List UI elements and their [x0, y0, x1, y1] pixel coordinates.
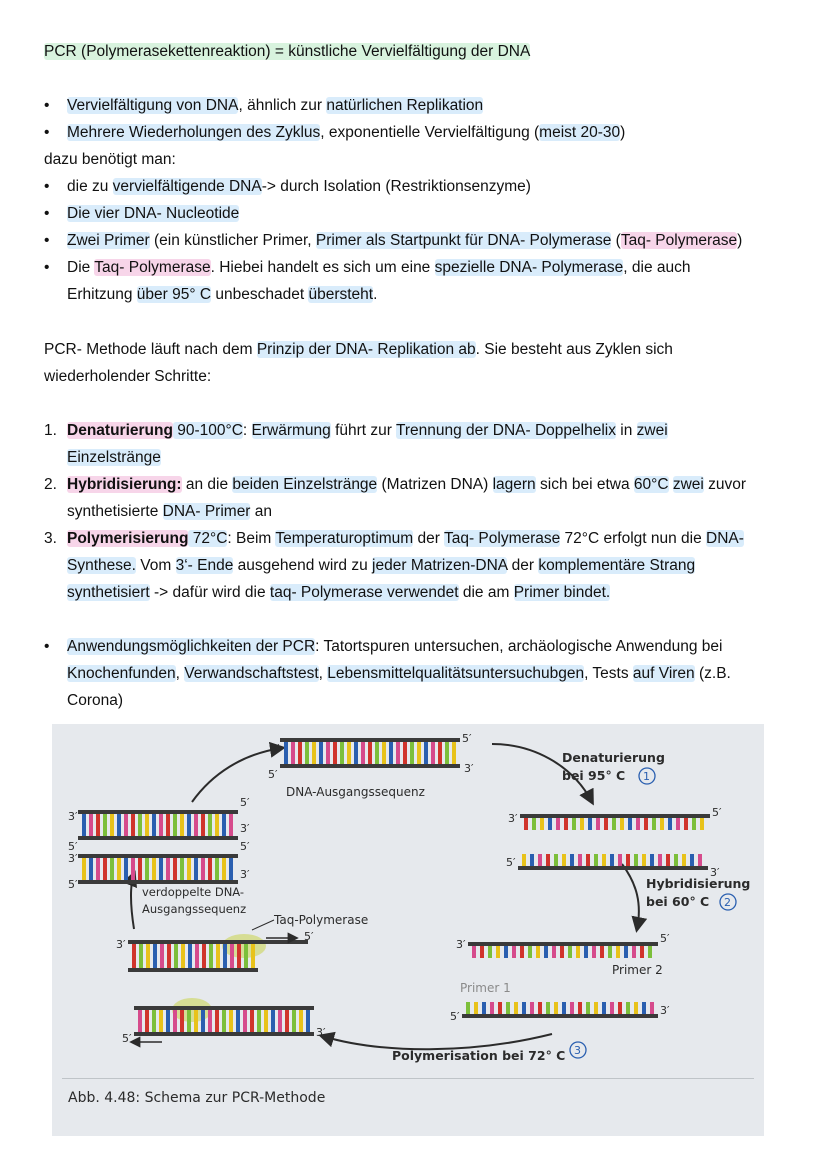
base-pair — [522, 1002, 526, 1014]
step-continuation: synthetisiert -> dafür wird die taq- Polymerase verwendet die am Primer bindet. — [67, 584, 611, 601]
label-denaturierung: Denaturierung — [562, 750, 665, 765]
label-verdoppelte: verdoppelte DNA- — [142, 885, 245, 899]
base-pair — [496, 946, 500, 958]
base-pair — [250, 1010, 254, 1032]
base-pair — [498, 1002, 502, 1014]
pcr-diagram — [52, 724, 764, 1136]
base-pair — [576, 946, 580, 958]
base-pair — [452, 742, 456, 764]
base-pair — [382, 742, 386, 764]
list-item: Anwendungsmöglichkeiten der PCR: Tatortspuren untersuchen, archäologische Anwendung bei — [67, 638, 723, 655]
base-pair — [602, 854, 606, 866]
dna-primed-strands — [462, 942, 658, 1018]
base-pair — [124, 814, 128, 836]
svg-text:Ausgangssequenz: Ausgangssequenz — [142, 902, 247, 916]
base-pair — [326, 742, 330, 764]
base-pair — [181, 944, 185, 968]
base-pair — [474, 1002, 478, 1014]
base-pair — [556, 818, 560, 830]
dna-polymerisation — [128, 940, 314, 1036]
base-pair — [538, 1002, 542, 1014]
base-pair — [229, 1010, 233, 1032]
base-pair — [306, 1010, 310, 1032]
svg-text:3′: 3′ — [508, 812, 518, 825]
base-pair — [578, 854, 582, 866]
caption-divider — [62, 1078, 754, 1079]
label-primer-1: Primer 1 — [460, 981, 511, 995]
base-pair — [152, 1010, 156, 1032]
base-pair — [194, 858, 198, 880]
base-pair — [159, 1010, 163, 1032]
base-pair — [445, 742, 449, 764]
svg-text:5′: 5′ — [268, 768, 278, 781]
base-pair — [610, 854, 614, 866]
base-pair — [264, 1010, 268, 1032]
base-pair — [424, 742, 428, 764]
label-hybridisierung: Hybridisierung — [646, 876, 751, 891]
svg-text:3′: 3′ — [116, 938, 126, 951]
base-pair — [368, 742, 372, 764]
base-pair — [530, 854, 534, 866]
base-pair — [173, 858, 177, 880]
base-pair — [201, 858, 205, 880]
base-pair — [592, 946, 596, 958]
base-pair — [480, 946, 484, 958]
base-pair — [180, 814, 184, 836]
dna-single-strands — [518, 814, 710, 870]
base-pair — [251, 944, 255, 968]
list-item: Vervielfältigung von DNA, ähnlich zur natürlichen Replikation — [67, 97, 484, 114]
list-item-continuation: Erhitzung über 95° C unbeschadet übersteht. — [67, 286, 378, 303]
page-title: PCR (Polymerasekettenreaktion) = künstliche Vervielfältigung der DNA — [44, 43, 531, 60]
base-pair — [229, 858, 233, 880]
svg-text:3′: 3′ — [240, 868, 250, 881]
base-pair — [512, 946, 516, 958]
base-pair — [139, 944, 143, 968]
step-number: 3. — [44, 530, 57, 547]
base-pair — [552, 946, 556, 958]
svg-text:1: 1 — [643, 770, 650, 783]
dna-top — [280, 738, 460, 768]
base-pair — [166, 814, 170, 836]
base-pair — [110, 858, 114, 880]
base-pair — [298, 742, 302, 764]
svg-text:5′: 5′ — [240, 840, 250, 853]
bullet-marker: • — [44, 259, 50, 276]
base-pair — [586, 854, 590, 866]
base-pair — [568, 946, 572, 958]
base-pair — [244, 944, 248, 968]
base-pair — [201, 1010, 205, 1032]
base-pair — [145, 858, 149, 880]
base-pair — [650, 854, 654, 866]
base-pair — [594, 1002, 598, 1014]
svg-text:3′: 3′ — [68, 852, 78, 865]
base-pair — [666, 854, 670, 866]
base-pair — [208, 814, 212, 836]
label-ausgangssequenz: DNA-Ausgangssequenz — [286, 785, 425, 799]
svg-text:3′: 3′ — [710, 866, 720, 879]
base-pair — [514, 1002, 518, 1014]
base-pair — [632, 946, 636, 958]
base-pair — [110, 814, 114, 836]
label-primer-2: Primer 2 — [612, 963, 663, 977]
base-pair — [546, 1002, 550, 1014]
figure-caption: Abb. 4.48: Schema zur PCR-Methode — [68, 1090, 326, 1106]
base-pair — [640, 946, 644, 958]
base-pair — [138, 858, 142, 880]
base-pair — [562, 854, 566, 866]
base-pair — [145, 814, 149, 836]
base-pair — [650, 1002, 654, 1014]
base-pair — [578, 1002, 582, 1014]
base-pair — [194, 814, 198, 836]
list-item: Mehrere Wiederholungen des Zyklus, exponentielle Vervielfältigung (meist 20-30) — [67, 124, 626, 141]
base-pair — [570, 854, 574, 866]
base-pair — [347, 742, 351, 764]
base-pair — [540, 818, 544, 830]
base-pair — [652, 818, 656, 830]
svg-text:3′: 3′ — [660, 1004, 670, 1017]
base-pair — [676, 818, 680, 830]
base-pair — [103, 814, 107, 836]
base-pair — [96, 814, 100, 836]
base-pair — [522, 854, 526, 866]
list-item: Zwei Primer (ein künstlicher Primer, Primer als Startpunkt für DNA- Polymerase (Taq- Polymerase) — [67, 232, 743, 249]
base-pair — [417, 742, 421, 764]
base-pair — [600, 946, 604, 958]
bullet-marker: • — [44, 232, 50, 249]
svg-text:5′: 5′ — [68, 840, 78, 853]
base-pair — [229, 814, 233, 836]
base-pair — [594, 854, 598, 866]
base-pair — [528, 946, 532, 958]
paragraph: dazu benötigt man: — [44, 151, 176, 168]
base-pair — [532, 818, 536, 830]
base-pair — [506, 1002, 510, 1014]
base-pair — [530, 1002, 534, 1014]
base-pair — [546, 854, 550, 866]
base-pair — [82, 858, 86, 880]
svg-text:5′: 5′ — [506, 856, 516, 869]
base-pair — [488, 946, 492, 958]
svg-text:3′: 3′ — [456, 938, 466, 951]
base-pair — [692, 818, 696, 830]
list-item-continuation: Knochenfunden, Verwandschaftstest, Lebensmittelqualitätsuntersuchubgen, Tests auf Viren (z.B. — [67, 665, 731, 682]
base-pair — [96, 858, 100, 880]
base-pair — [560, 946, 564, 958]
base-pair — [658, 854, 662, 866]
base-pair — [180, 1010, 184, 1032]
base-pair — [167, 944, 171, 968]
base-pair — [208, 1010, 212, 1032]
base-pair — [544, 946, 548, 958]
base-pair — [674, 854, 678, 866]
base-pair — [626, 1002, 630, 1014]
base-pair — [524, 818, 528, 830]
svg-text:2: 2 — [724, 896, 731, 909]
base-pair — [153, 944, 157, 968]
base-pair — [490, 1002, 494, 1014]
base-pair — [333, 742, 337, 764]
base-pair — [117, 858, 121, 880]
base-pair — [202, 944, 206, 968]
base-pair — [257, 1010, 261, 1032]
base-pair — [187, 1010, 191, 1032]
base-pair — [173, 814, 177, 836]
base-pair — [132, 944, 136, 968]
base-pair — [285, 1010, 289, 1032]
base-pair — [131, 858, 135, 880]
label-taq-polymerase: Taq-Polymerase — [274, 913, 369, 927]
label-polymerisation: Polymerisation bei 72° C — [392, 1048, 566, 1063]
base-pair — [562, 1002, 566, 1014]
base-pair — [548, 818, 552, 830]
step-denaturierung: Denaturierung 90-100°C: Erwärmung führt zur Trennung der DNA- Doppelhelix in zwei — [67, 422, 668, 439]
base-pair — [624, 946, 628, 958]
base-pair — [166, 858, 170, 880]
base-pair — [642, 854, 646, 866]
step-continuation: Synthese. Vom 3‘- Ende ausgehend wird zu jeder Matrizen-DNA der komplementäre Strang — [67, 557, 696, 574]
base-pair — [668, 818, 672, 830]
base-pair — [644, 818, 648, 830]
base-pair — [180, 858, 184, 880]
svg-text:3: 3 — [574, 1044, 581, 1057]
base-pair — [159, 814, 163, 836]
base-pair — [208, 858, 212, 880]
base-pair — [278, 1010, 282, 1032]
base-pair — [209, 944, 213, 968]
base-pair — [174, 944, 178, 968]
base-pair — [194, 1010, 198, 1032]
base-pair — [698, 854, 702, 866]
base-pair — [152, 814, 156, 836]
base-pair — [375, 742, 379, 764]
base-pair — [173, 1010, 177, 1032]
base-pair — [564, 818, 568, 830]
base-pair — [634, 1002, 638, 1014]
base-pair — [596, 818, 600, 830]
base-pair — [312, 742, 316, 764]
base-pair — [396, 742, 400, 764]
svg-text:3′: 3′ — [68, 810, 78, 823]
base-pair — [636, 818, 640, 830]
svg-text:5′: 5′ — [304, 930, 314, 943]
base-pair — [584, 946, 588, 958]
list-item: Die Taq- Polymerase. Hiebei handelt es sich um eine spezielle DNA- Polymerase, die auch — [67, 259, 691, 276]
svg-text:3′: 3′ — [240, 822, 250, 835]
base-pair — [354, 742, 358, 764]
base-pair — [305, 742, 309, 764]
base-pair — [586, 1002, 590, 1014]
paragraph: PCR- Methode läuft nach dem Prinzip der DNA- Replikation ab. Sie besteht aus Zyklen sich — [44, 341, 673, 358]
base-pair — [431, 742, 435, 764]
base-pair — [610, 1002, 614, 1014]
bullet-marker: • — [44, 638, 50, 655]
base-pair — [554, 1002, 558, 1014]
base-pair — [572, 818, 576, 830]
svg-text:5′: 5′ — [240, 796, 250, 809]
base-pair — [152, 858, 156, 880]
bullet-marker: • — [44, 97, 50, 114]
base-pair — [648, 946, 652, 958]
base-pair — [243, 1010, 247, 1032]
base-pair — [403, 742, 407, 764]
base-pair — [103, 858, 107, 880]
base-pair — [89, 858, 93, 880]
base-pair — [340, 742, 344, 764]
base-pair — [222, 814, 226, 836]
base-pair — [117, 814, 121, 836]
base-pair — [222, 858, 226, 880]
svg-text:5′: 5′ — [712, 806, 722, 819]
base-pair — [438, 742, 442, 764]
list-item: die zu vervielfältigende DNA-> durch Isolation (Restriktionsenzyme) — [67, 178, 531, 195]
svg-text:3′: 3′ — [270, 742, 280, 755]
svg-text:bei 95° C: bei 95° C — [562, 768, 626, 783]
base-pair — [642, 1002, 646, 1014]
base-pair — [187, 858, 191, 880]
base-pair — [237, 944, 241, 968]
base-pair — [138, 1010, 142, 1032]
bullet-marker: • — [44, 205, 50, 222]
base-pair — [146, 944, 150, 968]
svg-text:bei 60° C: bei 60° C — [646, 894, 710, 909]
list-item: Die vier DNA- Nucleotide — [67, 205, 240, 222]
svg-text:5′: 5′ — [122, 1032, 132, 1045]
svg-text:5′: 5′ — [68, 878, 78, 891]
base-pair — [612, 818, 616, 830]
base-pair — [700, 818, 704, 830]
base-pair — [215, 1010, 219, 1032]
step-continuation: Einzelstränge — [67, 449, 161, 466]
bullet-marker: • — [44, 124, 50, 141]
bullet-marker: • — [44, 178, 50, 195]
base-pair — [236, 1010, 240, 1032]
base-pair — [215, 814, 219, 836]
base-pair — [684, 818, 688, 830]
svg-text:5′: 5′ — [660, 932, 670, 945]
base-pair — [82, 814, 86, 836]
base-pair — [682, 854, 686, 866]
base-pair — [628, 818, 632, 830]
base-pair — [187, 814, 191, 836]
step-number: 2. — [44, 476, 57, 493]
base-pair — [201, 814, 205, 836]
base-pair — [466, 1002, 470, 1014]
base-pair — [538, 854, 542, 866]
pcr-figure — [52, 724, 764, 1136]
base-pair — [271, 1010, 275, 1032]
base-pair — [554, 854, 558, 866]
base-pair — [608, 946, 612, 958]
base-pair — [616, 946, 620, 958]
svg-text:3′: 3′ — [316, 1026, 326, 1039]
paragraph-continuation: wiederholender Schritte: — [44, 368, 212, 385]
base-pair — [215, 858, 219, 880]
svg-text:5′: 5′ — [462, 732, 472, 745]
base-pair — [389, 742, 393, 764]
base-pair — [319, 742, 323, 764]
base-pair — [145, 1010, 149, 1032]
base-pair — [634, 854, 638, 866]
base-pair — [588, 818, 592, 830]
base-pair — [230, 944, 234, 968]
base-pair — [124, 858, 128, 880]
step-hybridisierung: Hybridisierung: an die beiden Einzelstränge (Matrizen DNA) lagern sich bei etwa 60°C zwei zuvor — [67, 476, 747, 493]
base-pair — [482, 1002, 486, 1014]
base-pair — [131, 814, 135, 836]
base-pair — [299, 1010, 303, 1032]
base-pair — [472, 946, 476, 958]
dna-doubled — [78, 810, 238, 884]
base-pair — [626, 854, 630, 866]
base-pair — [159, 858, 163, 880]
base-pair — [618, 1002, 622, 1014]
cycle-arrow — [322, 1034, 552, 1049]
base-pair — [216, 944, 220, 968]
base-pair — [291, 742, 295, 764]
base-pair — [410, 742, 414, 764]
cycle-arrow — [622, 864, 639, 929]
base-pair — [618, 854, 622, 866]
base-pair — [188, 944, 192, 968]
base-pair — [89, 814, 93, 836]
base-pair — [520, 946, 524, 958]
svg-text:5′: 5′ — [450, 1010, 460, 1023]
base-pair — [160, 944, 164, 968]
base-pair — [620, 818, 624, 830]
base-pair — [284, 742, 288, 764]
svg-text:3′: 3′ — [464, 762, 474, 775]
base-pair — [138, 814, 142, 836]
base-pair — [223, 944, 227, 968]
step-number: 1. — [44, 422, 57, 439]
step-polymerisierung: Polymerisierung 72°C: Beim Temperaturoptimum der Taq- Polymerase 72°C erfolgt nun die DNA- — [67, 530, 744, 547]
base-pair — [602, 1002, 606, 1014]
base-pair — [292, 1010, 296, 1032]
base-pair — [604, 818, 608, 830]
base-pair — [580, 818, 584, 830]
base-pair — [570, 1002, 574, 1014]
base-pair — [222, 1010, 226, 1032]
base-pair — [361, 742, 365, 764]
step-continuation: synthetisierte DNA- Primer an — [67, 503, 273, 520]
base-pair — [660, 818, 664, 830]
base-pair — [195, 944, 199, 968]
base-pair — [166, 1010, 170, 1032]
base-pair — [536, 946, 540, 958]
base-pair — [690, 854, 694, 866]
base-pair — [504, 946, 508, 958]
list-item-continuation: Corona) — [67, 692, 123, 709]
